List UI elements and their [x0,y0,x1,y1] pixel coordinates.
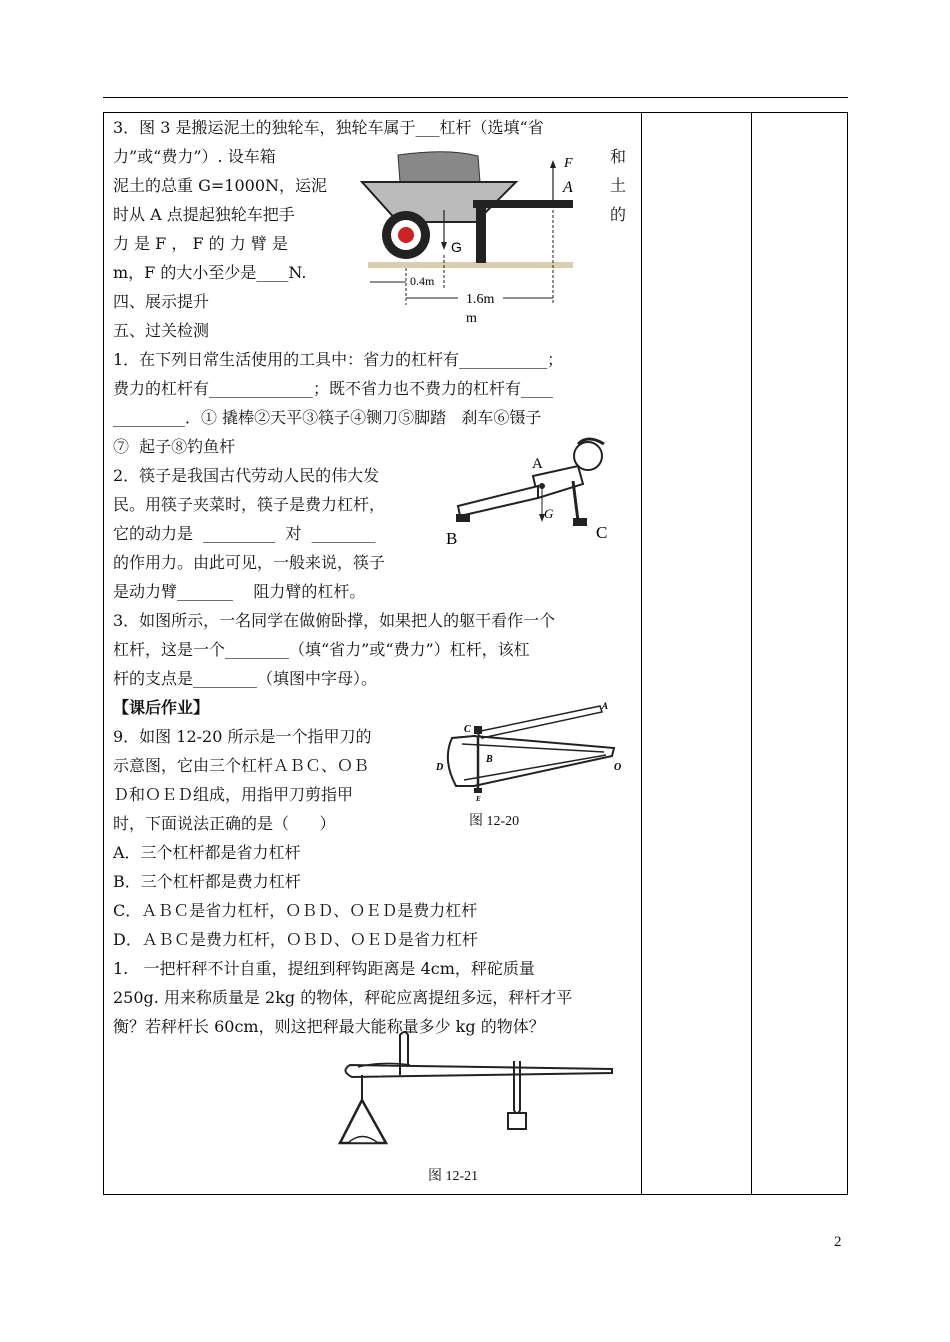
t2-line: 的作用力。由此可见，一般来说，筷子 [113,553,386,572]
q3-line: 力 是 F ， F 的 力 臂 是 [113,234,288,253]
label-C: C [464,724,471,735]
wheel-axle [398,227,414,243]
foot [456,514,470,522]
t1-line: ⑦ 起子⑧钓鱼杆 [113,437,236,456]
q9-option: D．ＡＢＣ是费力杠杆，ＯＢＤ、ＯＥＤ是省力杠杆 [113,930,478,949]
ground [368,262,573,268]
page-number: 2 [834,1234,842,1250]
q9-line: 9．如图 12-20 所示是一个指甲刀的 [113,727,372,746]
pin-head [474,726,482,734]
label-F: F [564,156,573,171]
figure-caption: 图 12-21 [428,1169,479,1184]
column-divider [751,113,752,1194]
label-A: A [563,179,573,196]
header-rule [103,97,848,98]
q3-line: 时从 A 点提起独轮车把手 [113,205,295,224]
label-B: B [446,529,458,548]
label-A: A [532,456,543,472]
q3-line: m，F 的大小至少是____N. [113,263,307,282]
steelyard-line: 1. 一把杆秤不计自重，提纽到秤钩距离是 4cm，秤砣质量 [113,959,535,978]
pin-foot [474,788,482,793]
load [348,1137,378,1144]
lever-ABC [476,706,602,738]
section-heading: 五、过关检测 [113,321,210,340]
label-m: m [466,311,477,325]
force-arrow-head [550,160,556,168]
label-d1: 0.4m [410,274,435,288]
label-C: C [596,523,608,542]
t1-line: 费力的杠杆有_____________；既不省力也不费力的杠杆有____ [113,379,554,398]
q3-line: 3．图 3 是搬运泥土的独轮车，独轮车属于___杠杆（选填“省 [113,118,544,137]
label-A: A [602,701,609,711]
q9-option: C．ＡＢＣ是省力杠杆，ＯＢＤ、ＯＥＤ是费力杠杆 [113,901,478,920]
steelyard-figure [322,1025,614,1155]
q3-line: 力”或“费力”）. 设车箱 [113,147,276,166]
t1-line: _________．① 撬棒②天平③筷子④铡刀⑤脚踏 刹车⑥镊子 [113,408,542,427]
label-E: E [476,795,481,803]
soil-load [398,152,480,182]
section-heading: 四、展示提升 [113,292,210,311]
t2-line: 是动力臂_______ 阻力臂的杠杆。 [113,582,366,601]
label-G: G [544,506,554,521]
t3-line: 3．如图所示，一名同学在做俯卧撑，如果把人的躯干看作一个 [113,611,556,630]
q3-line-right: 土 [610,176,627,195]
q9-line: Ｄ和ＯＥＤ组成，用指甲刀剪指甲 [113,785,354,804]
handle [473,200,573,208]
steelyard-line: 250g. 用来称质量是 2kg 的物体，秤砣应离提纽多远，秤杆才平 [113,988,573,1007]
t3-line: 杠杆，这是一个________（填“省力”或“费力”）杠杆，该杠 [113,640,530,659]
q3-line: 泥土的总重 G=1000N，运泥 [113,176,327,195]
label-G: G [451,239,462,255]
steelyard-line: 衡？若秤杆长 60cm，则这把秤最大能称量多少 kg 的物体？ [113,1017,545,1036]
column-divider [641,113,642,1194]
t2-line: 民。用筷子夹菜时，筷子是费力杠杆， [113,495,386,514]
gravity-arrow-head [441,242,447,250]
label-O: O [614,762,622,773]
figure-caption: 图 12-20 [469,814,520,829]
t3-line: 杆的支点是________（填图中字母）。 [113,669,378,688]
pushup-figure [438,436,618,551]
t2-line: 它的动力是 _________ 对 ________ [113,524,376,543]
label-d2: 1.6m [466,292,495,307]
q9-line: 示意图，它由三个杠杆ＡＢＣ、ＯＢ [113,756,370,775]
q3-line-right: 的 [610,205,627,224]
q9-line: 时，下面说法正确的是（ ） [113,814,336,833]
t1-line: 1．在下列日常生活使用的工具中：省力的杠杆有___________； [113,350,564,369]
counterweight [508,1113,526,1129]
t2-line: 2．筷子是我国古代劳动人民的伟大发 [113,466,380,485]
steelyard-beam [345,1065,612,1077]
label-D: D [436,762,444,773]
q3-line-right: 和 [610,147,627,166]
q9-option: B．三个杠杆都是费力杠杆 [113,872,301,891]
hand [573,518,587,526]
q9-option: A．三个杠杆都是省力杠杆 [113,843,301,862]
legs [458,486,538,516]
label-B: B [486,754,493,765]
wheelbarrow-figure [358,150,580,325]
homework-title: 【课后作业】 [113,698,210,717]
nail-clipper-figure [434,700,624,805]
leg [476,208,486,263]
